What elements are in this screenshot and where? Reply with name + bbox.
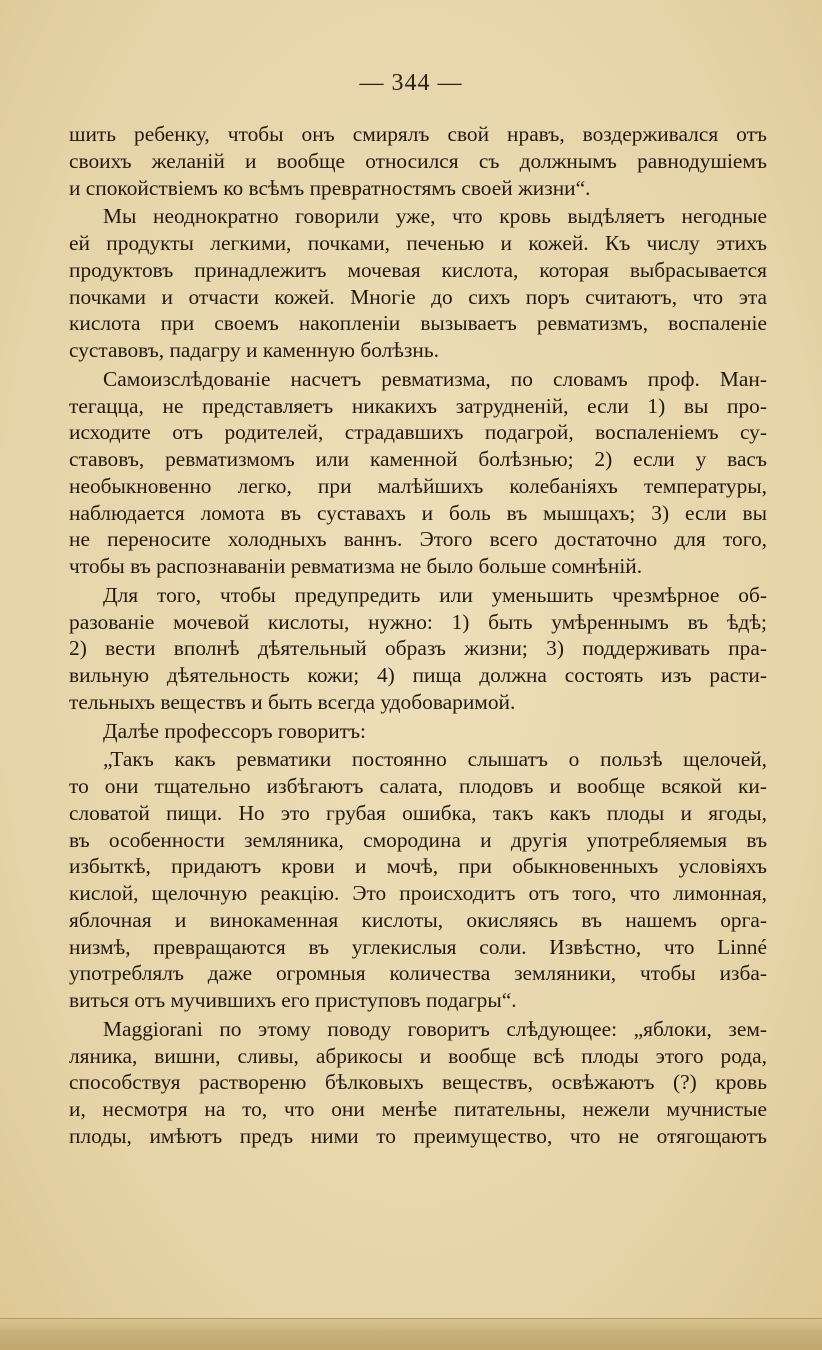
text-line: виться отъ мучившихъ его приступовъ подагры“. — [69, 988, 517, 1012]
paragraph — [69, 746, 767, 1014]
text-line: способствуя раствореню бѣлковыхъ веществъ, освѣжаютъ (?) кровь — [69, 1070, 767, 1095]
text-line: разованіе мочевой кислоты, нужно: 1) быть умѣреннымъ въ ѣдѣ; — [69, 609, 767, 634]
text-line: плоды, имѣютъ предъ ними то преимущество, что не отягощаютъ — [69, 1123, 767, 1148]
paragraph — [69, 121, 767, 201]
page-bottom-edge — [0, 1318, 822, 1350]
text-line: Мы неоднократно говорили уже, что кровь выдѣляетъ негодные — [103, 204, 767, 229]
text-line: употреблялъ даже огромныя количества земляники, чтобы изба- — [69, 961, 767, 986]
text-line: наблюдается ломота въ суставахъ и боль въ мышцахъ; 3) если вы — [69, 500, 767, 525]
text-line: необыкновенно легко, при малѣйшихъ колебаніяхъ температуры, — [69, 473, 767, 498]
page-number: — 344 — — [359, 70, 463, 96]
text-line: суставовъ, падагру и каменную болѣзнь. — [69, 338, 439, 362]
text-line: вильную дѣятельность кожи; 4) пища должна состоять изъ расти- — [69, 663, 767, 687]
text-line: почками и отчасти кожей. Многіе до сихъ поръ считаютъ, что эта — [69, 284, 767, 309]
text-line: словатой пищи. Но это грубая ошибка, такъ какъ плоды и ягоды, — [69, 800, 767, 825]
paragraph — [69, 582, 767, 716]
paragraph — [69, 1016, 767, 1150]
text-line: чтобы въ распознаваніи ревматизма не было больше сомнѣній. — [69, 554, 643, 578]
text-line: и, несмотря на то, что они менѣе питательны, нежели мучнистые — [69, 1097, 767, 1121]
text-line: исходите отъ родителей, страдавшихъ подагрой, воспаленіемъ су- — [69, 420, 767, 445]
text-line: Самоизслѣдованіе насчетъ ревматизма, по словамъ проф. Ман- — [103, 366, 767, 391]
text-line: тельныхъ веществъ и быть всегда удобоваримой. — [69, 689, 516, 714]
text-line: и спокойствіемъ ко всѣмъ превратностямъ своей жизни“. — [69, 175, 591, 200]
text-line: „Такъ какъ ревматики постоянно слышатъ о пользѣ щелочей, — [103, 747, 767, 772]
text-line: ей продукты легкими, почками, печенью и кожей. Къ числу этихъ — [69, 231, 767, 255]
text-line: яблочная и винокаменная кислоты, окисляясь въ нашемъ орга- — [69, 907, 767, 932]
text-line: 2) вести вполнѣ дѣятельный образъ жизни; 3) поддерживать пра- — [69, 636, 767, 661]
text-line: ляника, вишни, сливы, абрикосы и вообще всѣ плоды этого рода, — [69, 1043, 767, 1068]
text-line: Maggiorani по этому поводу говоритъ слѣдующее: „яблоки, зем- — [103, 1016, 767, 1041]
paragraph — [69, 718, 767, 745]
text-line: продуктовъ принадлежитъ мочевая кислота, которая выбрасывается — [69, 257, 767, 282]
text-line: кислой, щелочную реакцію. Это происходитъ отъ того, что лимонная, — [69, 881, 767, 905]
text-line: не переносите холодныхъ ваннъ. Этого всего достаточно для того, — [69, 527, 767, 552]
paragraph — [69, 366, 767, 580]
text-line: Далѣе профессоръ говоритъ: — [103, 718, 366, 743]
text-line: въ особенности земляника, смородина и другія употребляемыя въ — [69, 827, 767, 852]
text-line: Для того, чтобы предупредить или уменьшить чрезмѣрное об- — [103, 582, 767, 607]
text-line: кислота при своемъ накопленіи вызываетъ ревматизмъ, воспаленіе — [69, 311, 767, 336]
text-line: шить ребенку, чтобы онъ смирялъ свой нравъ, воздерживался отъ — [69, 122, 767, 146]
text-line: своихъ желаній и вообще относился съ должнымъ равнодушіемъ — [69, 148, 767, 173]
text-line: ставовъ, ревматизмомъ или каменной болѣзнью; 2) если у васъ — [69, 447, 767, 471]
paragraph — [69, 203, 767, 364]
text-line: тегацца, не представляетъ никакихъ затрудненій, если 1) вы про- — [69, 393, 767, 418]
text-line: низмѣ, превращаются въ углекислыя соли. Извѣстно, что Linné — [69, 934, 767, 959]
text-line: то они тщательно избѣгаютъ салата, плодовъ и вообще всякой ки- — [69, 774, 767, 798]
body-text — [69, 121, 767, 1152]
text-line: избыткѣ, придаютъ крови и мочѣ, при обыкновенныхъ условіяхъ — [69, 854, 767, 879]
